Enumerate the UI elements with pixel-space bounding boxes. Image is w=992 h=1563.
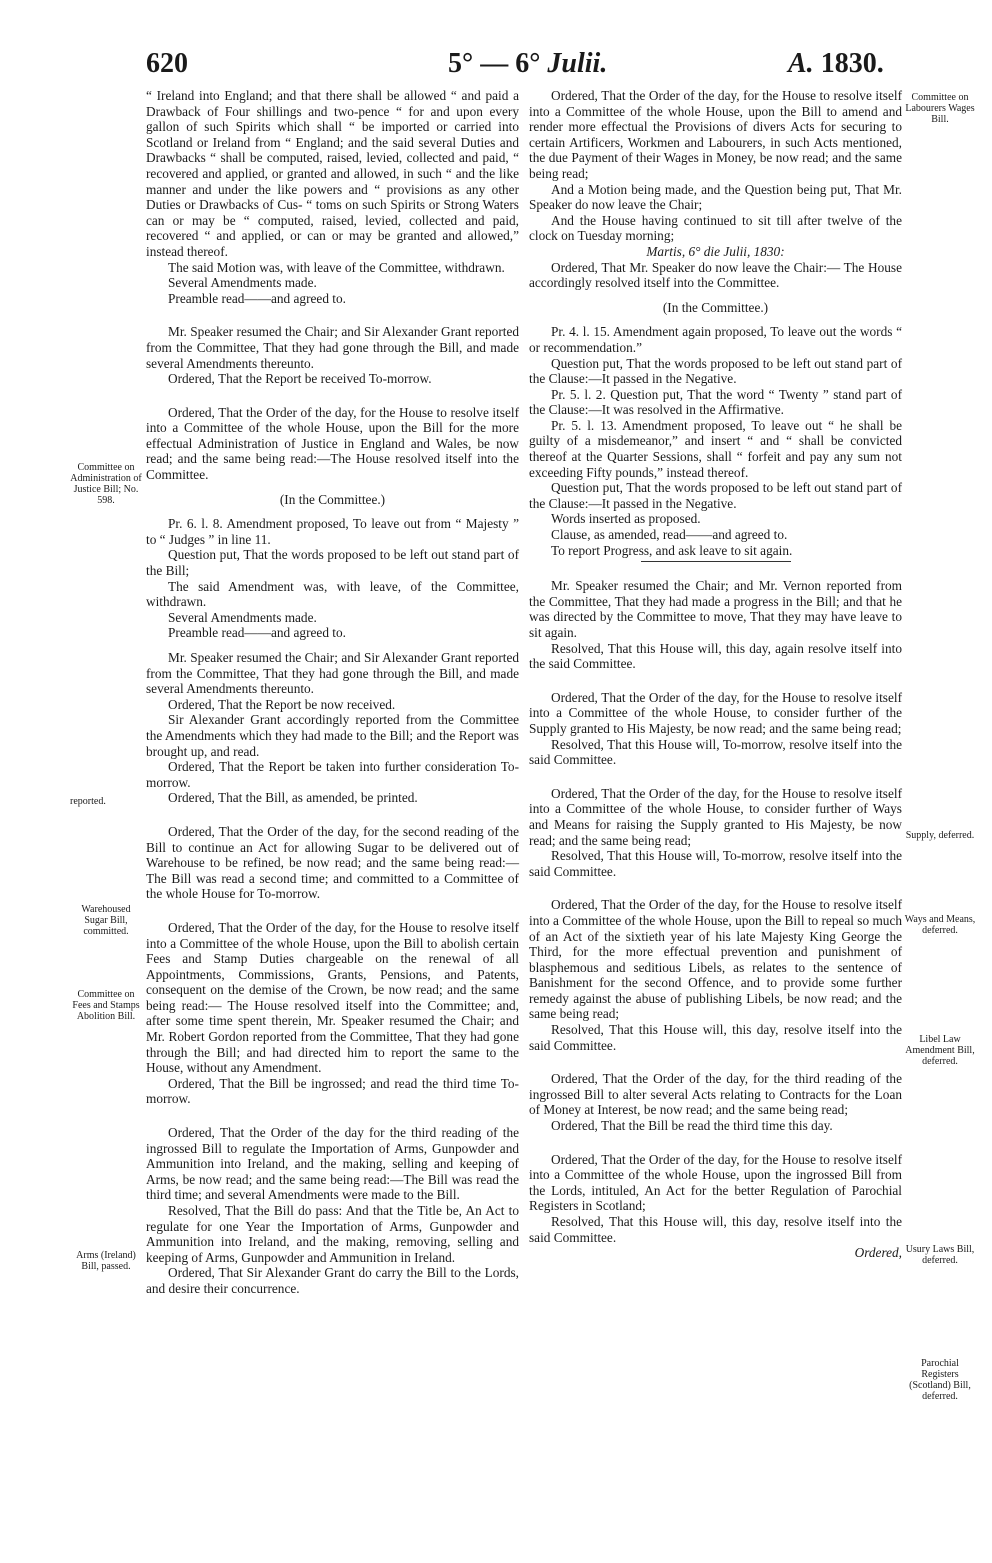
- margin-note-supply: Supply, deferred.: [905, 830, 975, 841]
- header-year-prefix: A.: [788, 48, 814, 79]
- right-paragraph-17: Ordered, That the Order of the day, for the House to resolve itself into a Committee of the whole House, to consider further of the Supply granted to His Majesty, be now read; and the same being read;: [529, 689, 902, 736]
- right-paragraph-7: Pr. 4. l. 15. Amendment again proposed, To leave out the words “ or recommendation.”: [529, 324, 902, 355]
- left-paragraph-4: Preamble read——and agreed to.: [168, 290, 346, 306]
- left-column: [146, 88, 519, 1297]
- right-paragraph-22: Resolved, That this House will, this day, resolve itself into the said Committee.: [529, 1022, 902, 1053]
- left-paragraph-3: Several Amendments made.: [168, 275, 317, 291]
- margin-note-libel-bill: Libel Law Amendment Bill, deferred.: [905, 1034, 975, 1067]
- right-paragraph-15: Mr. Speaker resumed the Chair; and Mr. Vernon reported from the Committee, That they had made a progress in the Bill; and that he was directed by the Committee to move, That they may have leave to sit again.: [529, 578, 902, 640]
- page-header: [0, 44, 992, 80]
- right-column: [529, 88, 902, 1261]
- right-paragraph-5: Ordered, That Mr. Speaker do now leave the Chair:— The House accordingly resolved itself into the Committee.: [529, 259, 902, 291]
- left-paragraph-5: Mr. Speaker resumed the Chair; and Sir Alexander Grant reported from the Committee, That they had gone through the Bill, and made several Amendments thereunto.: [146, 324, 519, 371]
- right-paragraph-16: Resolved, That this House will, this day, again resolve itself into the said Committee.: [529, 640, 902, 672]
- right-paragraph-25: Ordered, That the Order of the day, for the House to resolve itself into a Committee of the whole House, upon the ingrossed Bill from the Lords, intituled, An Act for the better Regulation of Parochial Registers in Scotland;: [529, 1151, 902, 1214]
- margin-note-ways-means: Ways and Means, deferred.: [904, 914, 976, 936]
- left-paragraph-1: “ Ireland into England; and that there shall be allowed “ and paid a Drawback of Four shillings and two-pence “ for and upon every gallon of such Spirits which shall “ be imported or carried into Scotland or Ireland from “ England; and the said several Duties and Drawbacks “ shall be computed, raised, levied, collected and paid, “ recovered and applied, or granted and allowed, in such “ and the like manner and under the like powers and “ provisions as any other Duties or Drawbacks of Cus- “ toms on such Spirits or Strong Waters can or may be “ computed, raised, levied, collected and paid, recovered “ and applied, or can or may be granted and allowed,” instead thereof.: [146, 88, 519, 259]
- left-paragraph-14: Mr. Speaker resumed the Chair; and Sir Alexander Grant reported from the Committee, That they had gone through the Bill, and made several Amendments thereunto.: [146, 650, 519, 697]
- header-date: [448, 48, 607, 80]
- left-paragraph-11: The said Amendment was, with leave, of the Committee, withdrawn.: [146, 578, 519, 610]
- margin-note-usury-bill: Usury Laws Bill, deferred.: [905, 1244, 975, 1266]
- margin-note-arms-bill: Arms (Ireland) Bill, passed.: [76, 1250, 136, 1272]
- left-paragraph-12: Several Amendments made.: [168, 609, 317, 625]
- right-paragraph-14: To report Progress, and ask leave to sit again.: [551, 542, 793, 558]
- left-paragraph-22: Ordered, That the Order of the day for the third reading of the ingrossed Bill to regulate the Importation of Arms, Gunpowder and Ammunition into Ireland, and the making, selling and keeping of Arms, be now read; and the same being read:—The Bill was read the third time; and several Amendments were made to the Bill.: [146, 1125, 519, 1203]
- right-paragraph-18: Resolved, That this House will, To-morrow, resolve itself into the said Committee.: [529, 736, 902, 768]
- right-paragraph-23: Ordered, That the Order of the day, for the third reading of the ingrossed Bill to alter several Acts relating to Contracts for the Loan of Money at Interest, be now read; and the same being read;: [529, 1071, 902, 1118]
- right-paragraph-1: Ordered, That the Order of the day, for the House to resolve itself into a Committee of the whole House, upon the Bill to amend and render more effectual the Provisions of divers Acts for securing to certain Artificers, Workmen and Labourers, in such Acts mentioned, the due Payment of their Wages in Money, be now read; and the same being read;: [529, 88, 902, 181]
- left-paragraph-16: Sir Alexander Grant accordingly reported from the Committee the Amendments which they had made to the Bill; and the Report was brought up, and read.: [146, 712, 519, 759]
- section-divider: [641, 561, 791, 562]
- left-paragraph-21: Ordered, That the Bill be ingrossed; and read the third time To-morrow.: [146, 1075, 519, 1107]
- right-paragraph-26: Resolved, That this House will, this day, resolve itself into the said Committee.: [529, 1214, 902, 1245]
- left-paragraph-10: Question put, That the words proposed to be left out stand part of the Bill;: [146, 547, 519, 579]
- left-committee-heading: (In the Committee.): [279, 491, 386, 507]
- left-paragraph-23: Resolved, That the Bill do pass: And that the Title be, An Act to regulate for one Year the Importation of Arms, Gunpowder and Ammunition into Ireland, and the making, removing, selling and keeping of Arms, Gunpowder and Ammunition in Ireland.: [146, 1203, 519, 1265]
- right-paragraph-9: Pr. 5. l. 2. Question put, That the word “ Twenty ” stand part of the Clause:—It was resolved in the Affirmative.: [529, 386, 902, 418]
- left-paragraph-24: Ordered, That Sir Alexander Grant do carry the Bill to the Lords, and desire their concurrence.: [146, 1265, 519, 1296]
- right-paragraph-20: Resolved, That this House will, To-morrow, resolve itself into the said Committee.: [529, 848, 902, 879]
- right-paragraph-8: Question put, That the words proposed to be left out stand part of the Clause:—It passed in the Negative.: [529, 355, 902, 387]
- right-paragraph-2: And a Motion being made, and the Question being put, That Mr. Speaker do now leave the Chair;: [529, 181, 902, 213]
- margin-note-reported: reported.: [70, 796, 106, 807]
- margin-note-fees-bill: Committee on Fees and Stamps Abolition Bill.: [72, 989, 140, 1022]
- header-day: 5° — 6°: [448, 48, 541, 79]
- margin-note-parochial-bill: Parochial Registers (Scotland) Bill, deferred.: [909, 1358, 971, 1402]
- left-paragraph-17: Ordered, That the Report be taken into further consideration To-morrow.: [146, 759, 519, 790]
- right-date-heading: Martis, 6° die Julii, 1830:: [646, 243, 785, 259]
- left-paragraph-19: Ordered, That the Order of the day, for the second reading of the Bill to continue an Act for allowing Sugar to be delivered out of Warehouse to be refined, be now read; and the same being read:—The Bill was read a second time; and committed to a Committee of the whole House for To-morrow.: [146, 823, 519, 902]
- margin-note-justice-bill: Committee on Administration of Justice Bill; No. 598.: [70, 462, 142, 506]
- right-paragraph-19: Ordered, That the Order of the day, for the House to resolve itself into a Committee of the whole House, to consider further of Ways and Means for raising the Supply granted to His Majesty, be now read; and the same being read;: [529, 785, 902, 848]
- left-paragraph-9: Pr. 6. l. 8. Amendment proposed, To leave out from “ Majesty ” to “ Judges ” in line 11.: [146, 516, 519, 547]
- right-paragraph-11: Question put, That the words proposed to be left out stand part of the Clause:—It passed in the Negative.: [529, 480, 902, 511]
- left-paragraph-2: The said Motion was, with leave of the Committee, withdrawn.: [168, 259, 505, 275]
- right-paragraph-3: And the House having continued to sit till after twelve of the clock on Tuesday morning;: [529, 212, 902, 244]
- left-paragraph-15: Ordered, That the Report be now received.: [168, 696, 396, 712]
- catchword: Ordered,: [854, 1245, 902, 1261]
- header-year-number: 1830.: [820, 48, 884, 79]
- margin-note-sugar-bill: Warehoused Sugar Bill, committed.: [81, 904, 131, 937]
- left-paragraph-18: Ordered, That the Bill, as amended, be printed.: [168, 790, 418, 806]
- right-paragraph-13: Clause, as amended, read——and agreed to.: [551, 527, 788, 543]
- right-paragraph-21: Ordered, That the Order of the day, for the House to resolve itself into a Committee of the whole House, upon the Bill to repeal so much of an Act of the sixtieth year of his late Majesty King George the Third, for the more effectual prevention and punishment of blasphemous and seditious Libels, as relates to the sentence of Banishment for the second Offence, and to provide some further remedy against the abuse of publishing Libels, be now read; and the same being read;: [529, 897, 902, 1022]
- left-paragraph-20: Ordered, That the Order of the day, for the House to resolve itself into a Committee of the whole House, upon the Bill to abolish certain Fees and Stamp Duties chargeable on the renewal of all Appointments, Commissions, Grants, Pensions, and Patents, consequent on the demise of the Crown, be now read; and the same being read:— The House resolved itself into the Committee; and, after some time spent therein, Mr. Speaker resumed the Chair; and Mr. Robert Gordon reported from the Committee, That they had gone through the Bill; and had directed him to report the same to the House, without any Amendment.: [146, 919, 519, 1076]
- right-paragraph-10: Pr. 5. l. 13. Amendment proposed, To leave out “ he shall be guilty of a misdemeanor,” and insert “ and “ shall be convicted thereof at the Quarter Sessions, shall “ forfeit and pay any sum not exceeding Fifty pounds,” instead thereof.: [529, 417, 902, 480]
- header-year: [788, 48, 884, 80]
- right-paragraph-12: Words inserted as proposed.: [551, 511, 701, 527]
- margin-note-wages-bill: Committee on Labourers Wages Bill.: [905, 92, 975, 125]
- left-paragraph-6: Ordered, That the Report be received To-morrow.: [168, 371, 432, 387]
- right-committee-heading: (In the Committee.): [662, 299, 769, 315]
- right-paragraph-24: Ordered, That the Bill be read the third time this day.: [551, 1118, 833, 1134]
- page-number: 620: [146, 48, 188, 79]
- left-paragraph-7: Ordered, That the Order of the day, for the House to resolve itself into a Committee of the whole House, upon the Bill for the more effectual Administration of Justice in England and Wales, be now read; and the same being read:—The House resolved itself into the Committee.: [146, 404, 519, 483]
- left-paragraph-13: Preamble read——and agreed to.: [168, 625, 346, 641]
- header-month: Julii.: [547, 48, 608, 79]
